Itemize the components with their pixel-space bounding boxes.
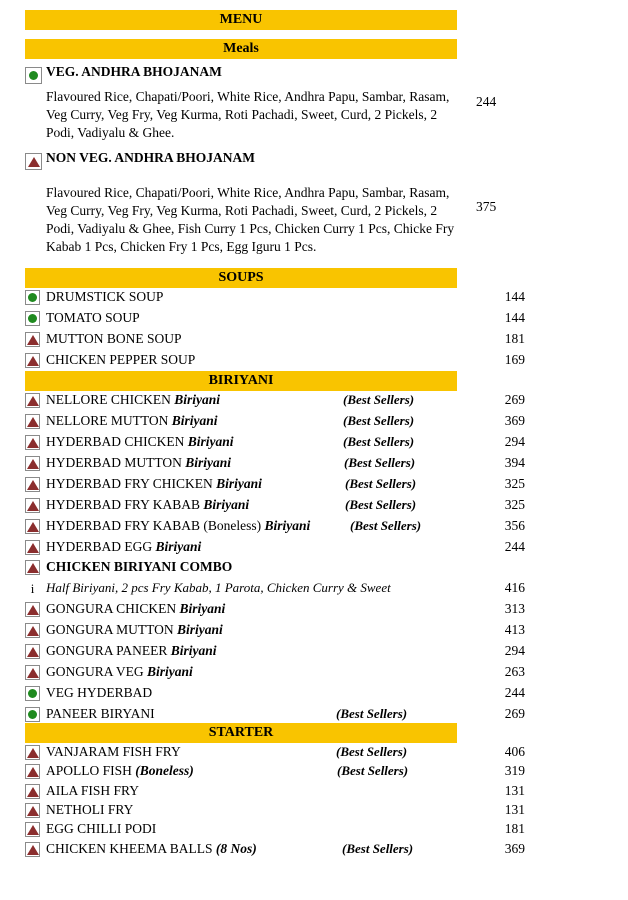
menu-title: MENU: [25, 10, 457, 30]
item-name-suffix: Biriyani: [264, 518, 311, 533]
nonveg-icon: [25, 764, 40, 779]
item-name-suffix: Biriyani: [170, 643, 217, 658]
menu-item: [25, 413, 525, 432]
meal-title: VEG. ANDHRA BHOJANAM: [46, 64, 222, 79]
meal-description: Flavoured Rice, Chapati/Poori, White Rice, Andhra Papu, Sambar, Rasam, Veg Curry, Veg Fry, Veg Kurma, Roti Pachadi, Sweet, Curd, 2 Pickels, 2 Podi, Vadiyalu & Ghee, Fish Curry 1 Pcs, Chicken Curry 1 Pcs, Chicke Fry Kabab 1 Pcs, Chicken Fry 1 Pcs, Egg Iguru 1 Pcs.: [46, 185, 455, 254]
nonveg-icon: [25, 332, 40, 347]
best-seller-tag: (Best Sellers): [343, 413, 415, 428]
nonveg-icon: [25, 623, 40, 638]
section-soups-heading: SOUPS: [25, 268, 457, 288]
item-name-suffix: (8 Nos): [215, 840, 257, 856]
item-name: [46, 841, 257, 857]
section-meals-heading: Meals: [25, 39, 457, 59]
item-name-text: GONGURA MUTTON: [46, 622, 178, 637]
item-name-text: PANEER BIRYANI: [46, 706, 155, 721]
menu-item: [25, 518, 525, 537]
menu-item: [25, 601, 525, 620]
menu-item: [25, 821, 525, 840]
item-name: [46, 539, 201, 555]
item-name-text: VEG HYDERBAD: [46, 685, 153, 700]
veg-icon: [25, 707, 40, 722]
nonveg-icon: [25, 644, 40, 659]
nonveg-icon: [25, 822, 40, 837]
item-name-text: GONGURA VEG: [46, 664, 148, 679]
item-price: 369: [504, 413, 525, 428]
item-name: [46, 310, 140, 326]
item-name-text: NELLORE MUTTON: [46, 413, 172, 428]
menu-item: [25, 476, 525, 495]
item-name-suffix: Biriyani: [177, 622, 223, 637]
item-name-text: TOMATO SOUP: [46, 310, 140, 325]
item-price: 263: [504, 664, 525, 679]
menu-item: [25, 763, 525, 782]
item-price: 294: [504, 434, 525, 449]
item-name: [46, 744, 181, 760]
item-price: 325: [504, 476, 525, 491]
item-name-text: MUTTON BONE SOUP: [46, 331, 182, 346]
item-name-suffix: Biriyani: [155, 539, 202, 554]
item-name: [46, 392, 220, 408]
best-seller-tag: (Best Sellers): [345, 476, 417, 491]
item-name-text: APOLLO FISH: [46, 763, 136, 779]
item-name: [46, 476, 262, 492]
item-price: 413: [504, 622, 525, 637]
nonveg-icon: [25, 353, 40, 368]
item-name: [46, 434, 234, 450]
nonveg-icon: [25, 784, 40, 799]
item-name: [46, 622, 223, 638]
item-name: [46, 331, 182, 347]
item-price: 144: [504, 310, 525, 325]
nonveg-icon: [25, 519, 40, 534]
item-price: 406: [504, 744, 525, 759]
menu-item: [25, 497, 525, 516]
nonveg-icon: [25, 540, 40, 555]
item-name: [46, 802, 133, 818]
nonveg-icon: [25, 456, 40, 471]
best-seller-tag: (Best Sellers): [345, 497, 417, 512]
item-price: 244: [504, 685, 525, 700]
nonveg-icon: [25, 498, 40, 513]
menu-item: [25, 392, 525, 411]
menu-item: [25, 455, 525, 474]
item-name-text: DRUMSTICK SOUP: [46, 289, 164, 304]
nonveg-icon: [25, 435, 40, 450]
item-price: 394: [504, 455, 525, 470]
nonveg-icon: [25, 560, 40, 575]
nonveg-icon: [25, 477, 40, 492]
item-name-suffix: (Boneless): [135, 763, 194, 779]
item-price: 294: [504, 643, 525, 658]
item-price: 356: [504, 518, 525, 533]
section-biriyani-heading: BIRIYANI: [25, 371, 457, 391]
veg-icon: [25, 290, 40, 305]
menu-item: [25, 289, 525, 308]
item-name: [46, 601, 225, 617]
item-name: [46, 352, 195, 368]
combo-title: CHICKEN BIRIYANI COMBO: [46, 559, 233, 574]
item-name: [46, 664, 193, 680]
item-name-text: HYDERBAD FRY CHICKEN: [46, 476, 217, 491]
item-name-text: CHICKEN PEPPER SOUP: [46, 352, 196, 367]
item-name: [46, 518, 310, 534]
item-name-text: VANJARAM FISH FRY: [46, 744, 181, 759]
item-price: 269: [504, 706, 525, 721]
section-starter-heading: STARTER: [25, 723, 457, 743]
menu-item: [25, 331, 525, 350]
meal-price: 244: [476, 94, 497, 109]
item-price: 181: [504, 821, 525, 837]
item-name: [46, 821, 156, 837]
best-seller-tag: (Best Sellers): [337, 763, 409, 779]
item-name: [46, 706, 155, 722]
combo-title-row: [25, 559, 525, 578]
item-name-suffix: Biriyani: [203, 497, 250, 512]
item-name: [46, 685, 152, 701]
item-name-text: NELLORE CHICKEN: [46, 392, 175, 407]
nonveg-icon: [25, 602, 40, 617]
item-name-suffix: Biriyani: [185, 455, 232, 470]
item-name-text: HYDERBAD MUTTON: [46, 455, 186, 470]
item-price: 319: [504, 763, 525, 779]
item-name: [46, 763, 194, 779]
item-price: 131: [504, 782, 525, 798]
menu-item: [25, 643, 525, 662]
menu-item: [25, 352, 525, 371]
item-name-suffix: Biriyani: [179, 601, 226, 616]
item-price: 144: [504, 289, 525, 304]
best-seller-tag: (Best Sellers): [344, 455, 416, 470]
nonveg-icon: [25, 393, 40, 408]
nonveg-icon: [25, 803, 40, 818]
item-name-text: AILA FISH FRY: [46, 782, 140, 798]
item-price: 169: [504, 352, 525, 367]
best-seller-tag: (Best Sellers): [343, 434, 415, 449]
menu-item: [25, 622, 525, 641]
item-price: 269: [504, 392, 525, 407]
nonveg-icon: [25, 153, 42, 170]
combo-description: Half Biriyani, 2 pcs Fry Kabab, 1 Parota, Chicken Curry & Sweet: [46, 580, 391, 595]
meal-price: 375: [476, 199, 497, 214]
item-name: [46, 455, 231, 471]
menu-item: [25, 310, 525, 329]
combo-detail-row: [25, 580, 525, 599]
menu-item: [25, 664, 525, 683]
menu-item: [25, 434, 525, 453]
nonveg-icon: [25, 842, 40, 857]
item-name: [46, 643, 217, 659]
item-name-text: CHICKEN KHEEMA BALLS: [46, 840, 216, 856]
item-name-text: GONGURA PANEER: [46, 643, 171, 658]
best-seller-tag: (Best Sellers): [343, 392, 415, 407]
item-price: 181: [504, 331, 525, 346]
item-name-suffix: Biriyani: [147, 664, 193, 679]
item-name-suffix: Biriyani: [216, 476, 262, 491]
veg-icon: [25, 311, 40, 326]
item-price: 244: [504, 539, 525, 554]
best-seller-tag: (Best Sellers): [342, 840, 414, 856]
menu-item: [25, 685, 525, 704]
meal-title: NON VEG. ANDHRA BHOJANAM: [46, 150, 256, 165]
item-price: 416: [504, 580, 525, 595]
veg-icon: [25, 686, 40, 701]
nonveg-icon: [25, 414, 40, 429]
info-icon: i: [25, 581, 40, 596]
item-name-suffix: Biriyani: [187, 434, 234, 449]
item-price: 325: [504, 497, 525, 512]
item-name: [46, 289, 163, 305]
menu-item: [25, 841, 525, 860]
item-name: [46, 783, 139, 799]
item-name: [46, 413, 218, 429]
item-name-suffix: Biriyani: [171, 413, 218, 428]
nonveg-icon: [25, 665, 40, 680]
item-price: 313: [504, 601, 525, 616]
best-seller-tag: (Best Sellers): [350, 518, 422, 533]
item-name-text: HYDERBAD EGG: [46, 539, 156, 554]
item-name-text: HYDERBAD CHICKEN: [46, 434, 188, 449]
meal-description: Flavoured Rice, Chapati/Poori, White Rice, Andhra Papu, Sambar, Rasam, Veg Curry, Veg Fry, Veg Kurma, Roti Pachadi, Sweet, Curd, 2 Pickels, 2 Podi, Vadiyalu & Ghee.: [46, 89, 450, 140]
item-name-text: HYDERBAD FRY KABAB (Boneless): [46, 518, 265, 533]
veg-icon: [25, 67, 42, 84]
menu-item: [25, 539, 525, 558]
menu-item: [25, 783, 525, 802]
item-name: [46, 497, 249, 513]
item-price: 369: [504, 840, 525, 856]
item-name-text: NETHOLI FRY: [46, 801, 134, 817]
item-name-text: GONGURA CHICKEN: [46, 601, 180, 616]
nonveg-icon: [25, 745, 40, 760]
item-name-suffix: Biriyani: [174, 392, 221, 407]
item-name-text: HYDERBAD FRY KABAB: [46, 497, 204, 512]
item-price: 131: [504, 801, 525, 817]
best-seller-tag: (Best Sellers): [336, 744, 408, 759]
menu-item: [25, 744, 525, 763]
item-name-text: EGG CHILLI PODI: [46, 821, 157, 837]
best-seller-tag: (Best Sellers): [336, 706, 408, 721]
menu-item: [25, 802, 525, 821]
